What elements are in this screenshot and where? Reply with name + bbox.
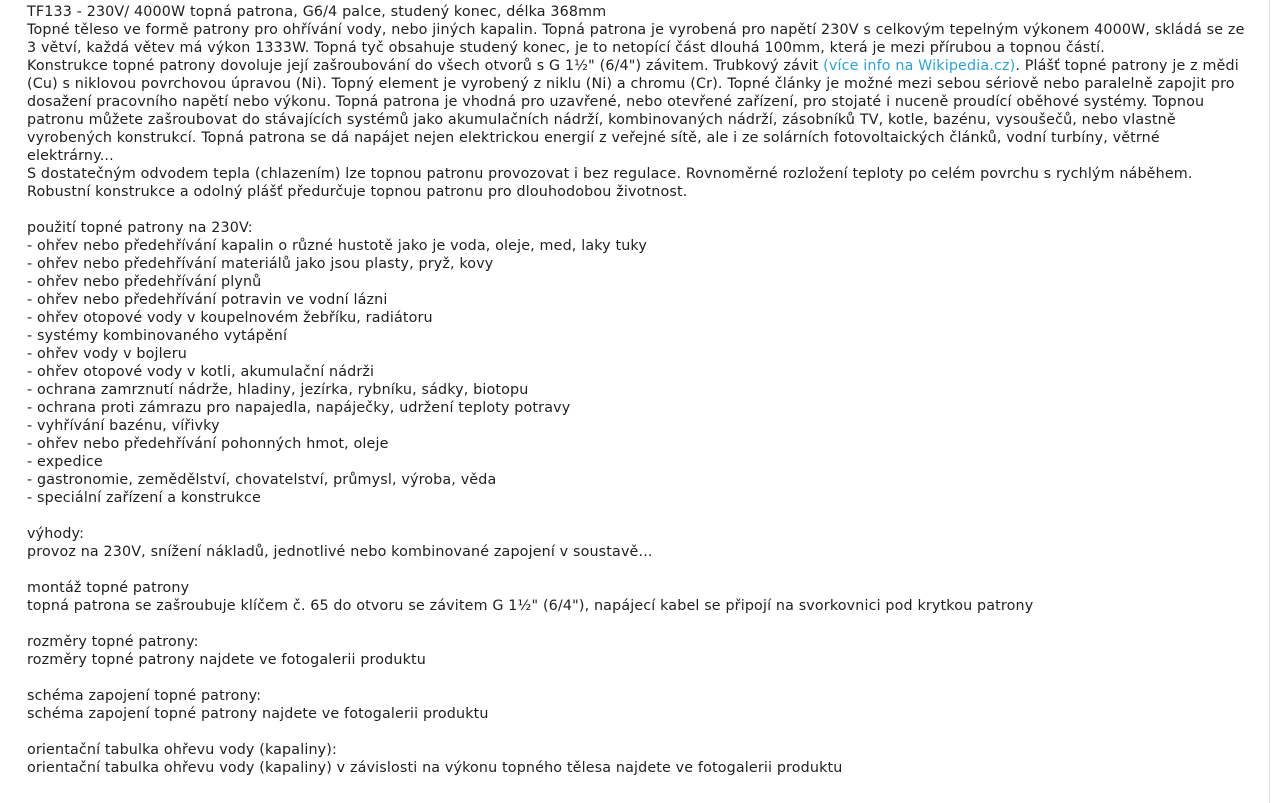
wiring-text: schéma zapojení topné patrony najdete ve fotogalerii produktu xyxy=(27,706,489,722)
product-title: TF133 - 230V/ 4000W topná patrona, G6/4 palce, studený konec, délka 368mm xyxy=(27,4,607,20)
list-item: - vyhřívání bazénu, vířivky xyxy=(27,418,220,434)
construction-paragraph xyxy=(27,57,1249,165)
list-item: - speciální zařízení a konstrukce xyxy=(27,490,261,506)
uses-heading: použití topné patrony na 230V: xyxy=(27,220,253,236)
heating-table-heading: orientační tabulka ohřevu vody (kapaliny): xyxy=(27,742,337,758)
list-item: - expedice xyxy=(27,454,103,470)
spacer xyxy=(27,669,1249,687)
cooling-paragraph: S dostatečným odvodem tepla (chlazením) lze topnou patronu provozovat i bez regulace. Rovnoměrné rozložení teploty po celém povrchu s rychlým náběhem. Robustní konstrukce a odolný plášť předurčuje topnou patronu pro dlouhodobou životnost. xyxy=(27,166,1193,200)
spacer xyxy=(27,615,1249,633)
list-item: - ohřev nebo předehřívání pohonných hmot, oleje xyxy=(27,436,389,452)
intro-paragraph: Topné těleso ve formě patrony pro ohřívání vody, nebo jiných kapalin. Topná patrona je vyrobená pro napětí 230V s celkovým tepelným výkonem 4000W, skládá se ze 3 větví, každá větev má výkon 1333W. Topná tyč obsahuje studený konec, je to netopící část dlouhá 100mm, která je mezi přírubou a topnou částí. xyxy=(27,22,1245,56)
advantages-heading: výhody: xyxy=(27,526,85,542)
list-item: - ochrana zamrznutí nádrže, hladiny, jezírka, rybníku, sádky, biotopu xyxy=(27,382,529,398)
product-description xyxy=(27,3,1249,777)
spacer xyxy=(27,201,1249,219)
mounting-heading: montáž topné patrony xyxy=(27,580,190,596)
uses-list xyxy=(27,237,1249,507)
advantages-text: provoz na 230V, snížení nákladů, jednotlivé nebo kombinované zapojení v soustavě... xyxy=(27,544,653,560)
wiring-heading: schéma zapojení topné patrony: xyxy=(27,688,262,704)
dimensions-heading: rozměry topné patrony: xyxy=(27,634,199,650)
list-item: - ochrana proti zámrazu pro napajedla, napáječky, udržení teploty potravy xyxy=(27,400,571,416)
list-item: - systémy kombinovaného vytápění xyxy=(27,328,288,344)
list-item: - ohřev otopové vody v kotli, akumulační nádrži xyxy=(27,364,375,380)
spacer xyxy=(27,723,1249,741)
spacer xyxy=(27,561,1249,579)
spacer xyxy=(27,507,1249,525)
list-item: - ohřev vody v bojleru xyxy=(27,346,187,362)
list-item: - ohřev nebo předehřívání potravin ve vodní lázni xyxy=(27,292,388,308)
list-item: - gastronomie, zemědělství, chovatelství, průmysl, výroba, věda xyxy=(27,472,497,488)
list-item: - ohřev nebo předehřívání materiálů jako jsou plasty, pryž, kovy xyxy=(27,256,494,272)
list-item: - ohřev nebo předehřívání kapalin o různé hustotě jako je voda, oleje, med, laky tuky xyxy=(27,238,647,254)
mounting-text: topná patrona se zašroubuje klíčem č. 65 do otvoru se závitem G 1½" (6/4"), napájecí kabel se připojí na svorkovnici pod krytkou patrony xyxy=(27,598,1034,614)
heating-table-text: orientační tabulka ohřevu vody (kapaliny) v závislosti na výkonu topného tělesa najdete ve fotogalerii produktu xyxy=(27,760,843,776)
construction-text-end: . Plášť topné patrony je z mědi (Cu) s niklovou povrchovou úpravou (Ni). Topný element je vyrobený z niklu (Ni) a chromu (Cr). Topné články je možné mezi sebou sériově nebo paralelně zapojit pro dosažení pracovního napětí nebo výkonu. Topná patrona je vhodná pro uzavřené, nebo otevřené zařízení, pro stojaté i nuceně proudící oběhové systémy. Topnou patronu můžete zašroubovat do stávajících systémů jako akumulačních nádrží, kombinovaných nádrží, zásobníků TV, kotle, bazénu, vysoušečů, nebo vlastně vyrobených konstrukcí. Topná patrona se dá napájet nejen elektrickou energií z veřejné sítě, ale i ze solárních fotovoltaických článků, vodní turbíny, větrné elektrárny... xyxy=(27,58,1239,164)
wikipedia-link[interactable]: (více info na Wikipedia.cz) xyxy=(823,58,1016,74)
dimensions-text: rozměry topné patrony najdete ve fotogalerii produktu xyxy=(27,652,427,668)
construction-text-start: Konstrukce topné patrony dovoluje její zašroubování do všech otvorů s G 1½" (6/4") závitem. Trubkový závit xyxy=(27,58,824,74)
list-item: - ohřev nebo předehřívání plynů xyxy=(27,274,262,290)
list-item: - ohřev otopové vody v koupelnovém žebříku, radiátoru xyxy=(27,310,433,326)
